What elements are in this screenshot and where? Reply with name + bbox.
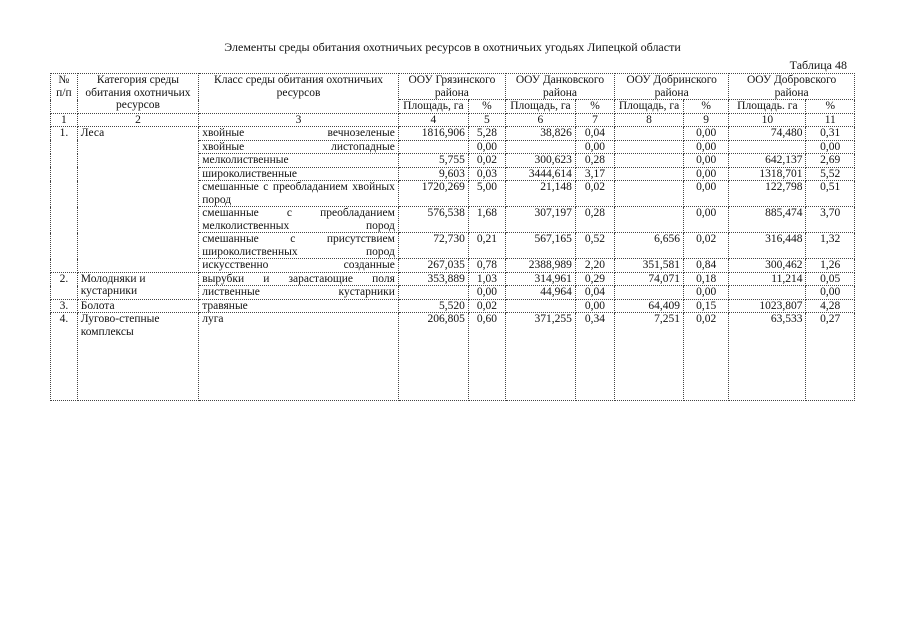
percent-value: 0,00 xyxy=(468,140,505,154)
col-number: 7 xyxy=(575,113,614,127)
col-number: 3 xyxy=(199,113,399,127)
percent-value: 0,02 xyxy=(575,181,614,207)
area-value xyxy=(615,167,684,181)
table-row xyxy=(51,272,855,286)
area-value: 1720,269 xyxy=(398,181,468,207)
header-class: Класс среды обитания охотничьих ресурсов xyxy=(199,74,399,114)
percent-value: 0,00 xyxy=(575,140,614,154)
percent-value: 0,00 xyxy=(684,154,729,168)
area-value xyxy=(505,140,575,154)
area-value: 11,214 xyxy=(729,272,806,286)
area-value: 371,255 xyxy=(505,313,575,401)
habitat-class: хвойные вечнозеленые xyxy=(199,127,399,141)
area-value xyxy=(615,140,684,154)
area-value: 351,581 xyxy=(615,259,684,273)
area-value: 3444,614 xyxy=(505,167,575,181)
percent-value: 0,00 xyxy=(684,140,729,154)
area-value xyxy=(615,127,684,141)
area-value: 44,964 xyxy=(505,286,575,300)
area-value: 64,409 xyxy=(615,299,684,313)
area-value: 63,533 xyxy=(729,313,806,401)
percent-value: 0,00 xyxy=(684,207,729,233)
area-value xyxy=(615,207,684,233)
col-number: 4 xyxy=(398,113,468,127)
header-group-dobroe: ООУ Добровского района xyxy=(729,74,855,100)
percent-value: 2,69 xyxy=(806,154,855,168)
habitat-class: мелколиственные xyxy=(199,154,399,168)
header-area: Площадь. га xyxy=(729,100,806,114)
percent-value: 0,02 xyxy=(684,233,729,259)
area-value: 74,480 xyxy=(729,127,806,141)
percent-value: 0,28 xyxy=(575,207,614,233)
area-value: 5,755 xyxy=(398,154,468,168)
col-number: 6 xyxy=(505,113,575,127)
header-area: Площадь, га xyxy=(398,100,468,114)
area-value: 642,137 xyxy=(729,154,806,168)
header-group-dobrinka: ООУ Добринского района xyxy=(615,74,729,100)
area-value xyxy=(615,154,684,168)
area-value: 38,826 xyxy=(505,127,575,141)
area-value xyxy=(615,286,684,300)
group-category: Леса xyxy=(77,127,198,273)
header-group-gryazi: ООУ Грязинского района xyxy=(398,74,505,100)
percent-value: 0,04 xyxy=(575,286,614,300)
percent-value: 0,21 xyxy=(468,233,505,259)
area-value: 316,448 xyxy=(729,233,806,259)
habitat-class: смешанные с преобладанием мелколиственных пород xyxy=(199,207,399,233)
percent-value: 5,28 xyxy=(468,127,505,141)
percent-value: 0,84 xyxy=(684,259,729,273)
percent-value: 0,31 xyxy=(806,127,855,141)
percent-value: 1,32 xyxy=(806,233,855,259)
habitat-class: вырубки и зарастающие поля xyxy=(199,272,399,286)
percent-value: 5,00 xyxy=(468,181,505,207)
area-value: 5,520 xyxy=(398,299,468,313)
percent-value: 0,28 xyxy=(575,154,614,168)
percent-value: 0,29 xyxy=(575,272,614,286)
header-area: Площадь, га xyxy=(505,100,575,114)
area-value xyxy=(398,286,468,300)
col-number: 5 xyxy=(468,113,505,127)
area-value xyxy=(615,181,684,207)
col-number: 8 xyxy=(615,113,684,127)
group-category: Лугово-степные комплексы xyxy=(77,313,198,401)
area-value: 206,805 xyxy=(398,313,468,401)
area-value xyxy=(729,286,806,300)
table-label: Таблица 48 xyxy=(789,58,847,72)
col-number: 10 xyxy=(729,113,806,127)
percent-value: 4,28 xyxy=(806,299,855,313)
col-number: 11 xyxy=(806,113,855,127)
header-pct: % xyxy=(468,100,505,114)
area-value: 314,961 xyxy=(505,272,575,286)
percent-value: 2,20 xyxy=(575,259,614,273)
area-value: 1318,701 xyxy=(729,167,806,181)
table-body xyxy=(51,127,855,401)
percent-value: 0,00 xyxy=(684,286,729,300)
habitat-class: лиственные кустарники xyxy=(199,286,399,300)
area-value: 1816,906 xyxy=(398,127,468,141)
habitat-class: смешанные с преобладанием хвойных пород xyxy=(199,181,399,207)
area-value: 267,035 xyxy=(398,259,468,273)
header-row-1 xyxy=(51,74,855,100)
column-number-row xyxy=(51,113,855,127)
percent-value: 0,15 xyxy=(684,299,729,313)
area-value: 576,538 xyxy=(398,207,468,233)
percent-value: 0,02 xyxy=(684,313,729,401)
habitat-class: травяные xyxy=(199,299,399,313)
header-area: Площадь, га xyxy=(615,100,684,114)
percent-value: 0,00 xyxy=(684,127,729,141)
percent-value: 1,26 xyxy=(806,259,855,273)
percent-value: 5,52 xyxy=(806,167,855,181)
percent-value: 1,68 xyxy=(468,207,505,233)
area-value: 6,656 xyxy=(615,233,684,259)
area-value: 7,251 xyxy=(615,313,684,401)
header-category: Категория среды обитания охотничьих ресурсов xyxy=(77,74,198,114)
area-value xyxy=(505,299,575,313)
group-category: Болота xyxy=(77,299,198,313)
percent-value: 0,00 xyxy=(806,140,855,154)
area-value: 2388,989 xyxy=(505,259,575,273)
table-row xyxy=(51,127,855,141)
area-value: 122,798 xyxy=(729,181,806,207)
habitat-table xyxy=(50,73,855,401)
percent-value: 0,51 xyxy=(806,181,855,207)
table-row xyxy=(51,299,855,313)
area-value: 21,148 xyxy=(505,181,575,207)
habitat-class: искусственно созданные xyxy=(199,259,399,273)
percent-value: 3,17 xyxy=(575,167,614,181)
percent-value: 1,03 xyxy=(468,272,505,286)
habitat-class: смешанные с присутствием широколиственных пород xyxy=(199,233,399,259)
percent-value: 0,00 xyxy=(684,167,729,181)
area-value: 300,623 xyxy=(505,154,575,168)
header-group-dankov: ООУ Данковского района xyxy=(505,74,614,100)
group-number: 3. xyxy=(51,299,78,313)
percent-value: 0,52 xyxy=(575,233,614,259)
document-title: Элементы среды обитания охотничьих ресурсов в охотничьих угодьях Липецкой области xyxy=(224,40,681,54)
percent-value: 0,05 xyxy=(806,272,855,286)
percent-value: 0,60 xyxy=(468,313,505,401)
habitat-class: хвойные листопадные xyxy=(199,140,399,154)
col-number: 1 xyxy=(51,113,78,127)
percent-value: 0,00 xyxy=(575,299,614,313)
area-value: 885,474 xyxy=(729,207,806,233)
header-pct: % xyxy=(806,100,855,114)
area-value: 307,197 xyxy=(505,207,575,233)
area-value: 72,730 xyxy=(398,233,468,259)
area-value xyxy=(729,140,806,154)
area-value: 74,071 xyxy=(615,272,684,286)
group-number: 4. xyxy=(51,313,78,401)
percent-value: 0,02 xyxy=(468,299,505,313)
percent-value: 0,04 xyxy=(575,127,614,141)
percent-value: 0,00 xyxy=(468,286,505,300)
habitat-class: широколиственные xyxy=(199,167,399,181)
group-number: 2. xyxy=(51,272,78,299)
col-number: 9 xyxy=(684,113,729,127)
area-value: 300,462 xyxy=(729,259,806,273)
habitat-class: луга xyxy=(199,313,399,401)
group-category: Молодняки и кустарники xyxy=(77,272,198,299)
percent-value: 0,02 xyxy=(468,154,505,168)
percent-value: 3,70 xyxy=(806,207,855,233)
percent-value: 0,00 xyxy=(684,181,729,207)
percent-value: 0,78 xyxy=(468,259,505,273)
header-pct: % xyxy=(575,100,614,114)
area-value: 353,889 xyxy=(398,272,468,286)
area-value xyxy=(398,140,468,154)
area-value: 567,165 xyxy=(505,233,575,259)
percent-value: 0,00 xyxy=(806,286,855,300)
group-number: 1. xyxy=(51,127,78,273)
header-num: № п/п xyxy=(51,74,78,114)
percent-value: 0,27 xyxy=(806,313,855,401)
percent-value: 0,34 xyxy=(575,313,614,401)
percent-value: 0,18 xyxy=(684,272,729,286)
header-pct: % xyxy=(684,100,729,114)
col-number: 2 xyxy=(77,113,198,127)
percent-value: 0,03 xyxy=(468,167,505,181)
table-row xyxy=(51,313,855,401)
area-value: 9,603 xyxy=(398,167,468,181)
area-value: 1023,807 xyxy=(729,299,806,313)
